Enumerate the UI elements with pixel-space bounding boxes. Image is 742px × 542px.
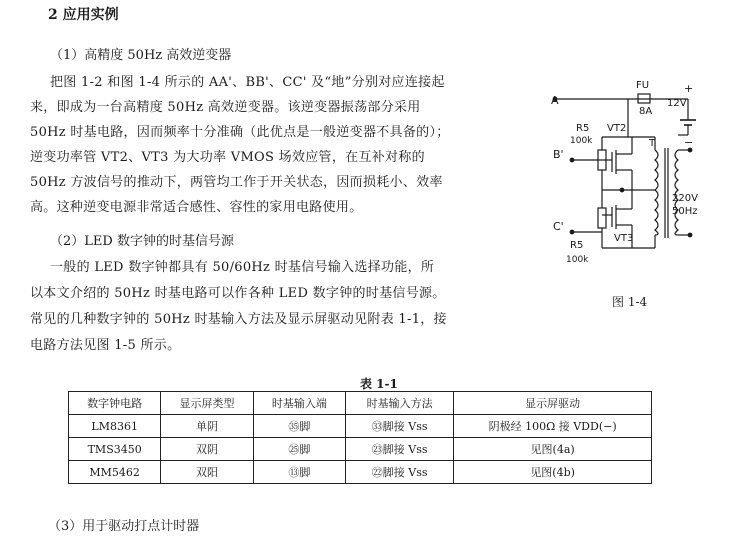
label-b: B' xyxy=(553,148,564,161)
table-cell: ㉓脚接 Vss xyxy=(346,438,454,461)
table-cell: ㉒脚接 Vss xyxy=(346,461,454,484)
label-minus: − xyxy=(684,136,694,149)
table-cell: MM5462 xyxy=(69,461,161,484)
label-vt3: VT3 xyxy=(614,233,634,244)
table-cell: 见图(4a) xyxy=(454,438,652,461)
table-cell: ⑬脚 xyxy=(253,461,345,484)
paragraph-line: 来，即成为一台高精度 50Hz 高效逆变器。该逆变器振荡部分采用 xyxy=(30,100,421,115)
paragraph-line: 电路方法见图 1-5 所示。 xyxy=(30,338,181,353)
label-r5-bottom: R5 xyxy=(570,240,584,251)
label-r5-top: R5 xyxy=(576,123,590,134)
table-cell: 阴极经 100Ω 接 VDD(−) xyxy=(454,415,652,438)
paragraph-line: 50Hz 方波信号的推动下，两管均工作于开关状态，因而损耗小、效率 xyxy=(30,175,443,190)
paragraph-line: 常见的几种数字钟的 50Hz 时基输入方法及显示屏驱动见附表 1-1，接 xyxy=(30,312,447,327)
table-row xyxy=(69,438,652,461)
table-cell: LM8361 xyxy=(69,415,161,438)
subsection-1-title: （1）高精度 50Hz 高效逆变器 xyxy=(50,48,232,63)
table-header-cell: 数字钟电路 xyxy=(69,392,161,415)
table-row xyxy=(69,461,652,484)
subsection-2-title: （2）LED 数字钟的时基信号源 xyxy=(50,234,234,249)
table-cell: 单阴 xyxy=(161,415,253,438)
label-r5-top-value: 100k xyxy=(570,136,593,146)
table-cell: 见图(4b) xyxy=(454,461,652,484)
label-a: A xyxy=(551,94,559,107)
table-cell: ㉝脚接 Vss xyxy=(346,415,454,438)
table-row xyxy=(69,415,652,438)
paragraph-line: 50Hz 时基电路，因而频率十分准确（此优点是一般逆变器不具备的）； xyxy=(30,125,450,140)
table-cell: 双阳 xyxy=(161,461,253,484)
table-header-cell: 时基输入端 xyxy=(253,392,345,415)
label-t: T xyxy=(649,138,656,149)
table-header-row xyxy=(69,392,652,415)
label-c: C' xyxy=(553,220,564,233)
paragraph-line: 高。这种逆变电源非常适合感性、容性的家用电路使用。 xyxy=(30,200,363,215)
table-cell: ㉟脚 xyxy=(253,415,345,438)
section-title: 2 应用实例 xyxy=(48,7,119,23)
label-plus: + xyxy=(684,82,694,95)
table-header-cell: 显示屏驱动 xyxy=(454,392,652,415)
paragraph-line: 一般的 LED 数字钟都具有 50/60Hz 时基信号输入选择功能，所 xyxy=(50,260,435,275)
table-header-cell: 时基输入方法 xyxy=(346,392,454,415)
table-header-cell: 显示屏类型 xyxy=(161,392,253,415)
data-table xyxy=(68,391,652,484)
paragraph-line: 以本文介绍的 50Hz 时基电路可以作各种 LED 数字钟的时基信号源。 xyxy=(30,286,446,301)
label-220v: 220V xyxy=(672,193,698,204)
table-cell: 双阴 xyxy=(161,438,253,461)
label-fuse-rating: 8A xyxy=(639,106,653,117)
transformer-primary xyxy=(655,150,658,235)
resistor-r5-bottom xyxy=(598,208,606,228)
table-cell: TMS3450 xyxy=(69,438,161,461)
paragraph-line: 把图 1-2 和图 1-4 所示的 AA'、BB'、CC' 及“地”分别对应连接起 xyxy=(50,75,445,90)
table-caption: 表 1-1 xyxy=(360,377,398,391)
label-r5-bottom-value: 100k xyxy=(566,255,589,265)
label-vt2: VT2 xyxy=(607,123,627,134)
label-fu: FU xyxy=(636,80,650,91)
figure-caption: 图 1-4 xyxy=(612,295,648,309)
label-12v: 12V xyxy=(667,98,687,109)
table-cell: ㉕脚 xyxy=(253,438,345,461)
label-50hz: 50Hz xyxy=(672,206,698,217)
paragraph-line: 逆变功率管 VT2、VT3 为大功率 VMOS 场效应管，在互补对称的 xyxy=(30,150,425,165)
subsection-3-title: （3）用于驱动打点计时器 xyxy=(48,519,200,534)
